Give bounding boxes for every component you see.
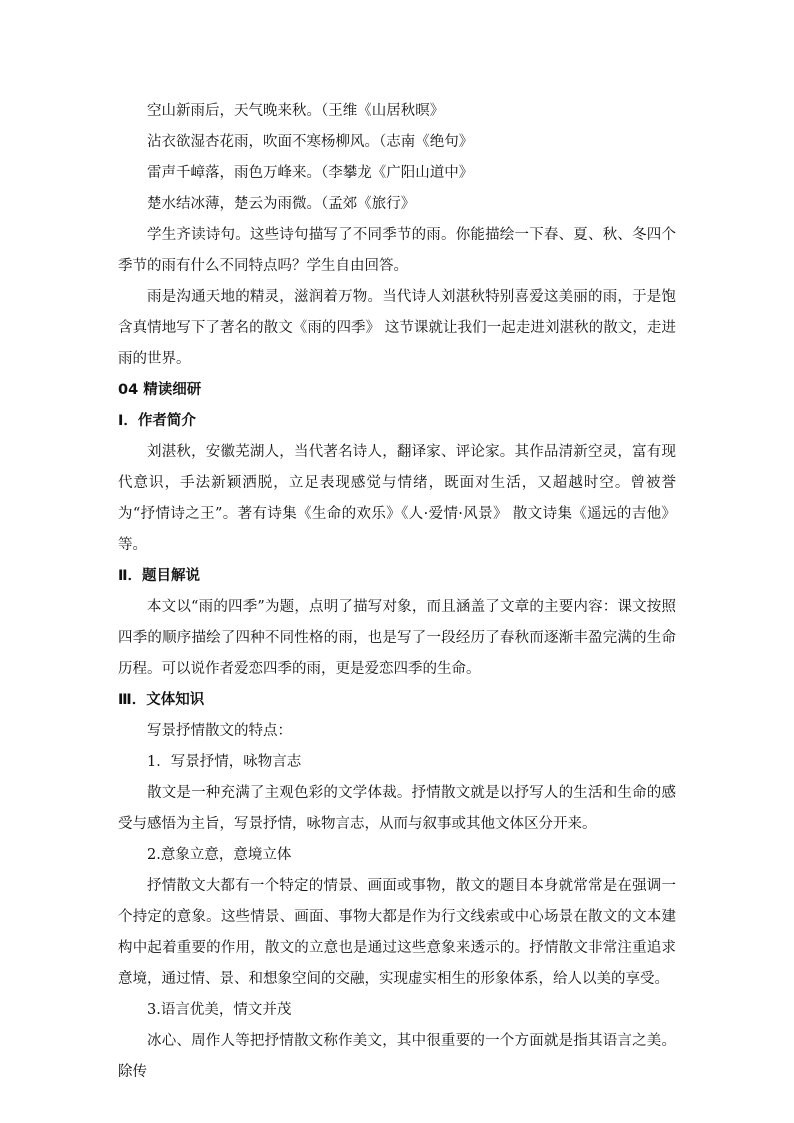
genre-point2-title: 2.意象立意，意境立体 (147, 847, 292, 863)
genre-point3-title: 3.语言优美，情文并茂 (147, 1002, 292, 1018)
poem-line-1: 空山新雨后，天气晚来秋。（王维《山居秋暝》 (147, 103, 445, 119)
title-explain-heading: Ⅱ．题目解说 (118, 568, 201, 584)
poem-line-2: 沾衣欲湿杏花雨，吹面不寒杨柳风。（志南《绝句》 (147, 134, 474, 150)
genre-point1-title: 1．写景抒情，咏物言志 (147, 754, 302, 770)
document-page (118, 96, 676, 1088)
genre-point1-text: 散文是一种充满了主观色彩的文学体裁。抒情散文就是以抒写人的生活和生命的感受与感悟为主旨，写景抒情，咏物言志，从而与叙事或其他文体区分开来。 (118, 785, 676, 832)
author-heading: Ⅰ．作者简介 (118, 413, 196, 429)
intro-paragraph-1: 学生齐读诗句。这些诗句描写了不同季节的雨。你能描绘一下春、夏、秋、冬四个季节的雨有什么不同特点吗？学生自由回答。 (118, 227, 676, 274)
title-explain-text: 本文以“雨的四季”为题，点明了描写对象，而且涵盖了文章的主要内容：课文按照四季的顺序描绘了四种不同性格的雨，也是写了一段经历了春秋而逐渐丰盈完满的生命历程。可以说作者爱恋四季的雨，更是爱恋四季的生命。 (118, 599, 676, 677)
genre-heading: Ⅲ．文体知识 (118, 692, 205, 708)
author-text: 刘湛秋，安徽芜湖人，当代著名诗人，翻译家、评论家。其作品清新空灵，富有现代意识，手法新颖洒脱，立足表现感觉与情绪，既面对生活，又超越时空。曾被誉为“抒情诗之王”。著有诗集《生命的欢乐》《人·爱情·风景》 散文诗集《遥远的吉他》等。 (118, 444, 676, 553)
genre-point3-text: 冰心、周作人等把抒情散文称作美文，其中很重要的一个方面就是指其语言之美。除传 (118, 1033, 676, 1080)
poem-line-3: 雷声千嶂落，雨色万峰来。（李攀龙《广阳山道中》 (147, 165, 474, 181)
intro-paragraph-2: 雨是沟通天地的精灵，滋润着万物。当代诗人刘湛秋特别喜爱这美丽的雨，于是饱含真情地写下了著名的散文《雨的四季》 这节课就让我们一起走进刘湛秋的散文，走进雨的世界。 (118, 289, 676, 367)
genre-intro: 写景抒情散文的特点： (147, 723, 292, 739)
section-title: 04 精读细研 (118, 382, 202, 398)
poem-line-4: 楚水结冰薄，楚云为雨微。（孟郊《旅行》 (147, 196, 416, 212)
genre-point2-text: 抒情散文大都有一个特定的情景、画面或事物，散文的题目本身就常常是在强调一个持定的意象。这些情景、画面、事物大都是作为行文线索或中心场景在散文的文本建构中起着重要的作用，散文的立意也是通过这些意象来透示的。抒情散文非常注重追求意境，通过情、景、和想象空间的交融，实现虚实相生的形象体系，给人以美的享受。 (118, 878, 676, 987)
